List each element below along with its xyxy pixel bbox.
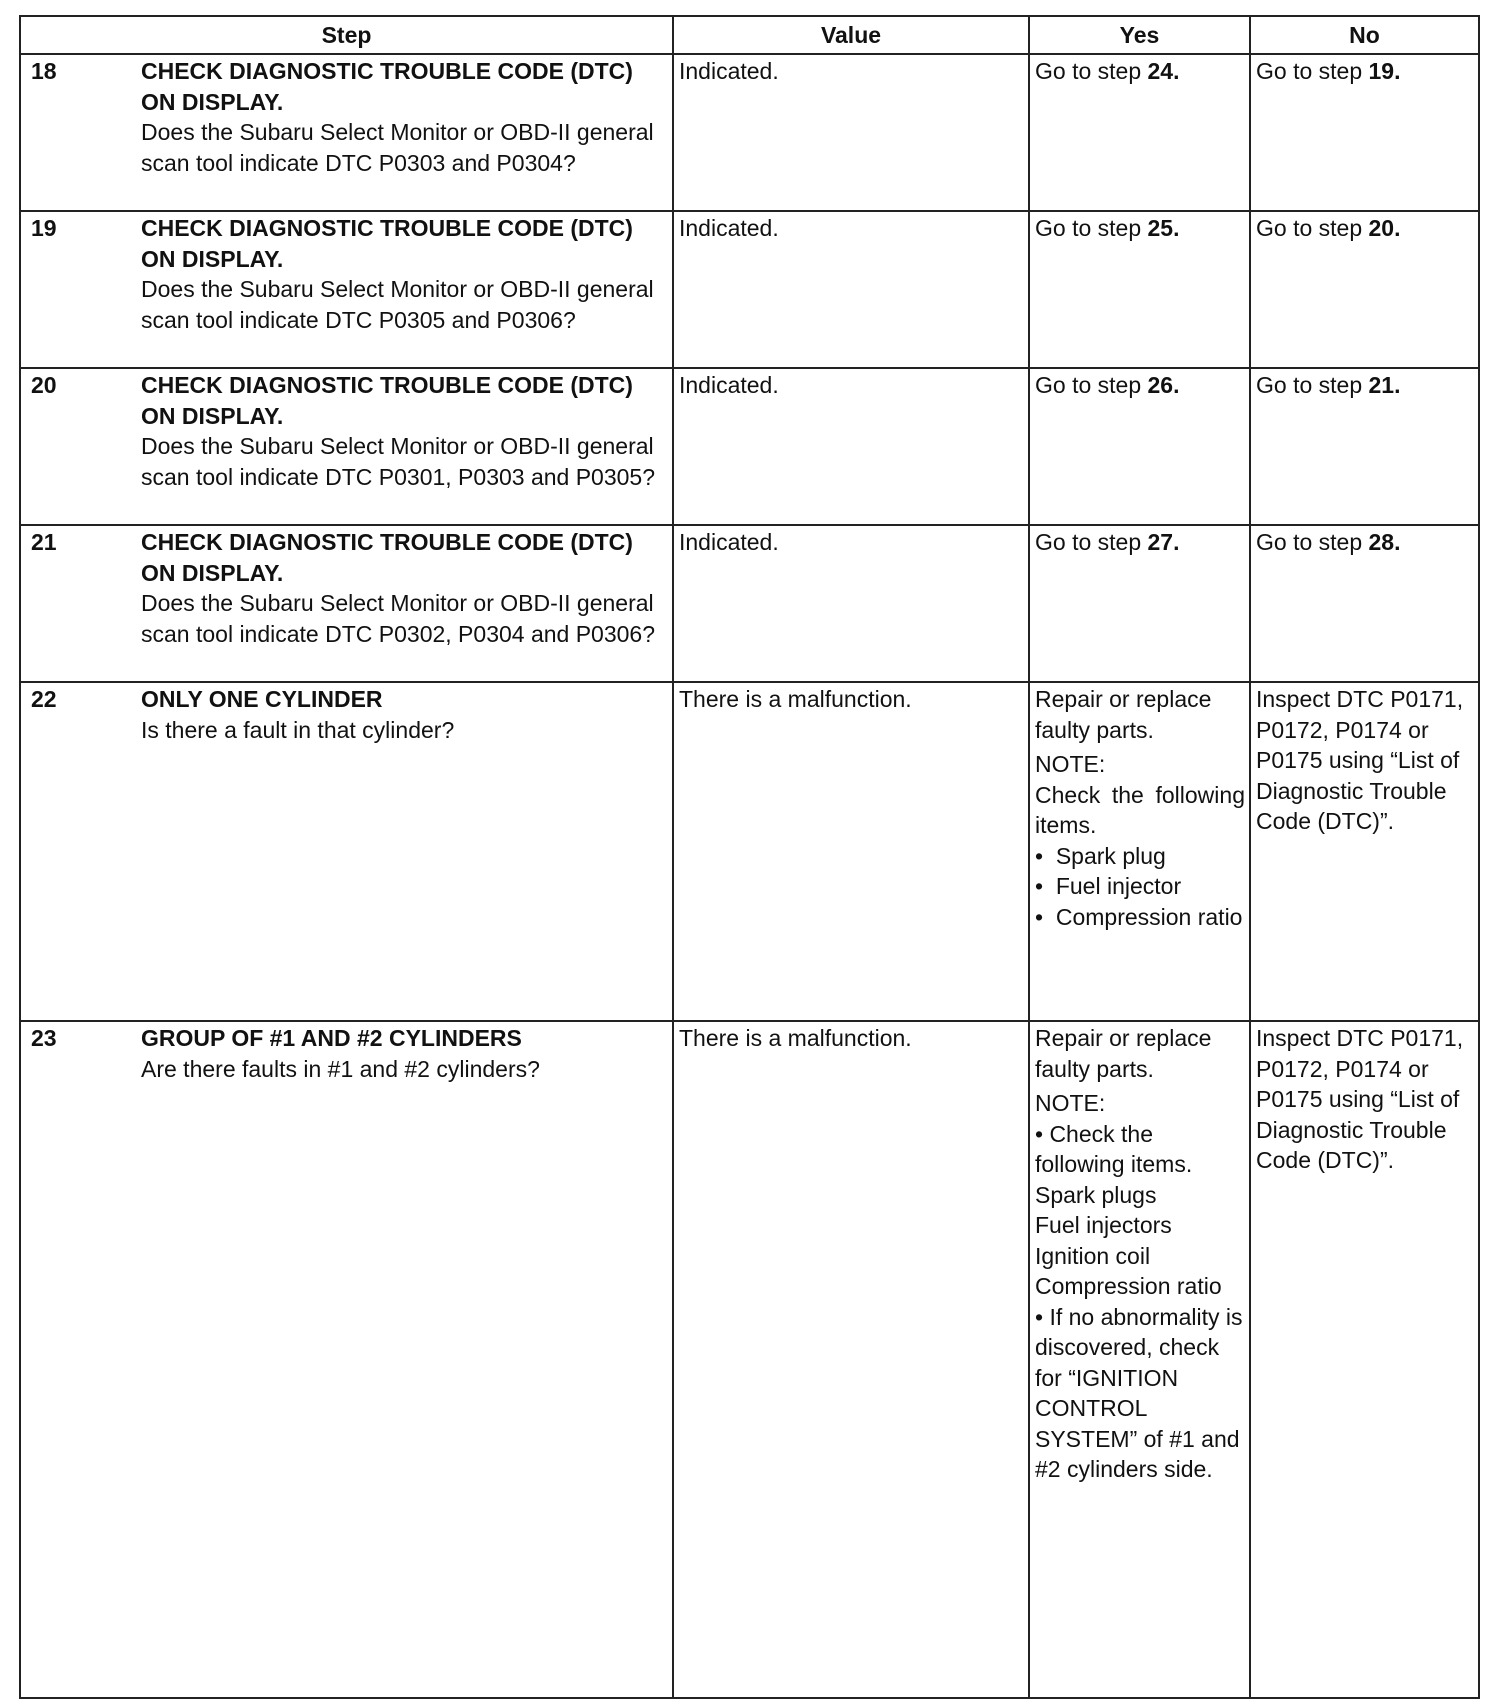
header-yes: Yes — [1029, 16, 1250, 54]
yes-step: 25. — [1147, 215, 1180, 241]
step-title: CHECK DIAGNOSTIC TROUBLE CODE (DTC) ON DISPLAY. — [141, 529, 633, 586]
yes-cell — [1029, 54, 1250, 211]
note-text: Check the following items. — [1035, 781, 1245, 838]
table-row — [20, 54, 1479, 211]
step-cell — [20, 682, 673, 1021]
value-cell: Indicated. — [673, 54, 1029, 211]
yes-main-text: Repair or replace faulty parts. — [1035, 1025, 1212, 1082]
check-item: Spark plugs — [1035, 1181, 1157, 1208]
step-question: Does the Subaru Select Monitor or OBD-II general scan tool indicate DTC P0305 and P0306? — [141, 276, 654, 333]
value-cell: There is a malfunction. — [673, 1021, 1029, 1698]
yes-cell — [1029, 1021, 1250, 1698]
step-number: 18 — [31, 58, 57, 84]
step-number: 22 — [31, 686, 57, 712]
step-question: Is there a fault in that cylinder? — [141, 716, 455, 743]
check-item: Compression ratio — [1035, 1273, 1222, 1299]
yes-step: 27. — [1147, 529, 1180, 555]
no-step: 28. — [1368, 529, 1401, 555]
value-cell: Indicated. — [673, 368, 1029, 525]
header-no: No — [1250, 16, 1479, 54]
step-cell — [20, 525, 673, 682]
no-cell — [1250, 368, 1479, 525]
header-step: Step — [20, 16, 673, 54]
step-question: Does the Subaru Select Monitor or OBD-II general scan tool indicate DTC P0302, P0304 and P0306? — [141, 590, 656, 647]
bullet-item: • Spark plug — [1035, 841, 1245, 872]
no-step: 19. — [1368, 58, 1401, 84]
step-cell — [20, 1021, 673, 1698]
no-cell: Inspect DTC P0171, P0172, P0174 or P0175 using “List of Diagnostic Trouble Code (DTC)”. — [1250, 682, 1479, 1021]
check-item: Fuel injectors — [1035, 1212, 1172, 1238]
header-row — [20, 16, 1479, 54]
yes-cell — [1029, 682, 1250, 1021]
no-cell — [1250, 211, 1479, 368]
step-question: Does the Subaru Select Monitor or OBD-II general scan tool indicate DTC P0301, P0303 and P0305? — [141, 433, 656, 490]
no-prefix: Go to step — [1256, 215, 1363, 241]
value-cell: Indicated. — [673, 211, 1029, 368]
note-label: NOTE: — [1035, 751, 1106, 777]
table-row — [20, 682, 1479, 1021]
note-bullet: • If no abnormality is discovered, check for “IGNITION CONTROL SYSTEM” of #1 and #2 cylinders side. — [1035, 1303, 1243, 1482]
no-cell — [1250, 525, 1479, 682]
step-cell — [20, 54, 673, 211]
yes-cell — [1029, 525, 1250, 682]
yes-main-text: Repair or replace faulty parts. — [1035, 686, 1212, 743]
bullet-item: • Compression ratio — [1035, 902, 1245, 933]
check-item: Ignition coil — [1035, 1242, 1151, 1269]
value-cell: There is a malfunction. — [673, 682, 1029, 1021]
no-cell — [1250, 54, 1479, 211]
step-title: CHECK DIAGNOSTIC TROUBLE CODE (DTC) ON DISPLAY. — [141, 58, 633, 115]
step-cell — [20, 368, 673, 525]
step-title: CHECK DIAGNOSTIC TROUBLE CODE (DTC) ON DISPLAY. — [141, 215, 633, 272]
no-cell: Inspect DTC P0171, P0172, P0174 or P0175 using “List of Diagnostic Trouble Code (DTC)”. — [1250, 1021, 1479, 1698]
note-label: NOTE: — [1035, 1090, 1106, 1116]
no-prefix: Go to step — [1256, 372, 1363, 398]
table-row — [20, 368, 1479, 525]
step-number: 19 — [31, 215, 57, 241]
step-number: 20 — [31, 372, 57, 398]
no-prefix: Go to step — [1256, 529, 1363, 555]
step-question: Are there faults in #1 and #2 cylinders? — [141, 1055, 540, 1082]
step-title: GROUP OF #1 AND #2 CYLINDERS — [141, 1025, 522, 1051]
yes-cell — [1029, 211, 1250, 368]
step-title: ONLY ONE CYLINDER — [141, 686, 383, 712]
no-step: 21. — [1368, 372, 1401, 398]
yes-prefix: Go to step — [1035, 215, 1142, 241]
note-bullet: • Check the following items. — [1035, 1120, 1193, 1177]
yes-step: 26. — [1147, 372, 1180, 398]
step-title: CHECK DIAGNOSTIC TROUBLE CODE (DTC) ON DISPLAY. — [141, 372, 633, 429]
step-number: 21 — [31, 529, 57, 555]
no-step: 20. — [1368, 215, 1401, 241]
step-number: 23 — [31, 1025, 57, 1051]
yes-step: 24. — [1147, 58, 1180, 84]
dtc-diagnosis-table — [19, 15, 1480, 1699]
bullet-item: • Fuel injector — [1035, 871, 1245, 902]
yes-prefix: Go to step — [1035, 58, 1142, 84]
no-prefix: Go to step — [1256, 58, 1363, 84]
table-row — [20, 1021, 1479, 1698]
step-question: Does the Subaru Select Monitor or OBD-II general scan tool indicate DTC P0303 and P0304? — [141, 119, 654, 176]
table-row — [20, 525, 1479, 682]
yes-cell — [1029, 368, 1250, 525]
header-value: Value — [673, 16, 1029, 54]
yes-prefix: Go to step — [1035, 529, 1142, 555]
value-cell: Indicated. — [673, 525, 1029, 682]
step-cell — [20, 211, 673, 368]
yes-prefix: Go to step — [1035, 372, 1142, 398]
table-row — [20, 211, 1479, 368]
